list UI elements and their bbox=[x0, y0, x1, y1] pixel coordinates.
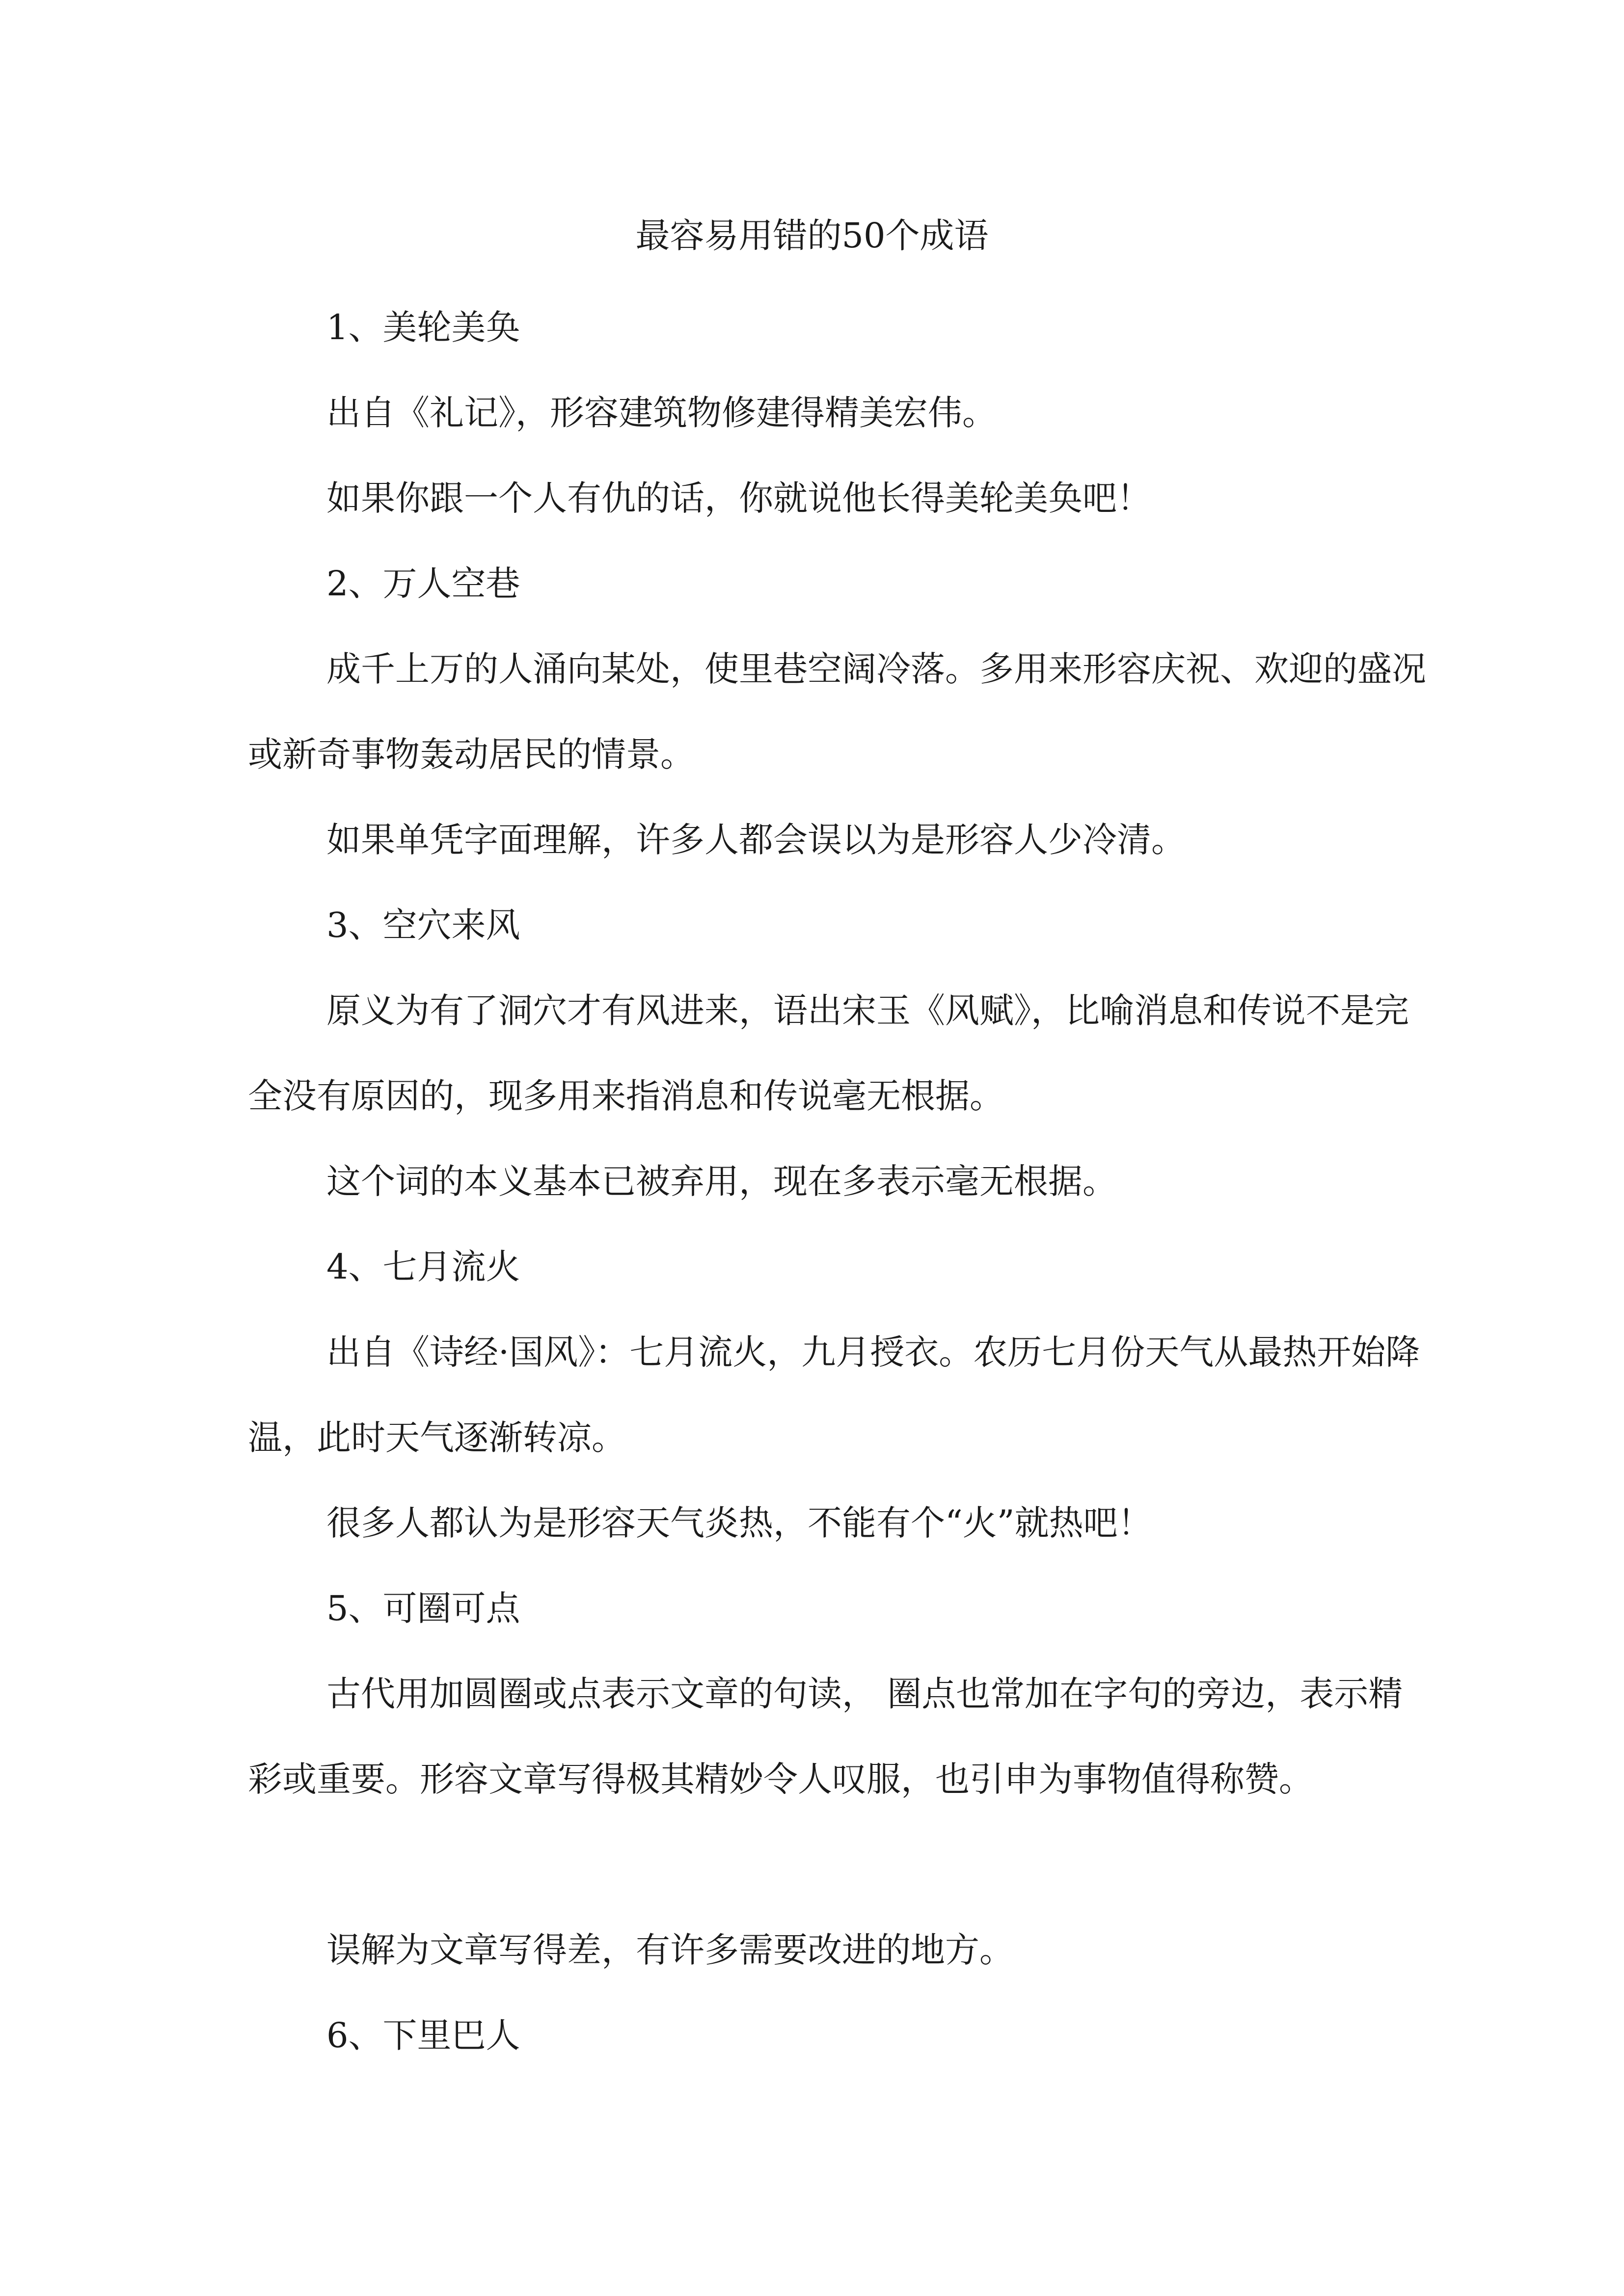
paragraph: 出自《诗经·国风》：七月流火，九月授衣。农历七月份天气从最热开始降温，此时天气逐渐转凉。 bbox=[248, 1332, 1420, 1458]
paragraph: 成千上万的人涌向某处，使里巷空阔冷落。多用来形容庆祝、欢迎的盛况或新奇事物轰动居民的情景。 bbox=[248, 649, 1426, 774]
paragraph: 很多人都认为是形容天气炎热，不能有个“火”就热吧！ bbox=[326, 1503, 1152, 1543]
paragraph: 这个词的本义基本已被弃用，现在多表示毫无根据。 bbox=[326, 1161, 1117, 1201]
paragraph: 古代用加圆圈或点表示文章的句读， 圈点也常加在字句的旁边，表示精彩或重要。形容文章写得极其精妙令人叹服，也引申为事物值得称赞。 bbox=[248, 1674, 1403, 1799]
section-heading: 1、美轮美奂 bbox=[326, 307, 520, 347]
document-title: 最容易用错的50个成语 bbox=[635, 215, 989, 256]
paragraph: 如果单凭字面理解，许多人都会误以为是形容人少冷清。 bbox=[326, 820, 1186, 860]
paragraph: 误解为文章写得差，有许多需要改进的地方。 bbox=[326, 1930, 1014, 1970]
section-heading: 2、万人空巷 bbox=[326, 563, 520, 604]
section-heading: 5、可圈可点 bbox=[326, 1588, 520, 1629]
section-heading: 6、下里巴人 bbox=[326, 2015, 520, 2056]
paragraph: 原义为有了洞穴才有风进来，语出宋玉《风赋》，比喻消息和传说不是完全没有原因的，现多用来指消息和传说毫无根据。 bbox=[248, 990, 1409, 1116]
paragraph: 如果你跟一个人有仇的话，你就说他长得美轮美奂吧！ bbox=[326, 478, 1151, 518]
section-heading: 3、空穴来风 bbox=[326, 905, 520, 945]
paragraph: 出自《礼记》，形容建筑物修建得精美宏伟。 bbox=[326, 393, 997, 433]
section-heading: 4、七月流火 bbox=[326, 1247, 520, 1287]
